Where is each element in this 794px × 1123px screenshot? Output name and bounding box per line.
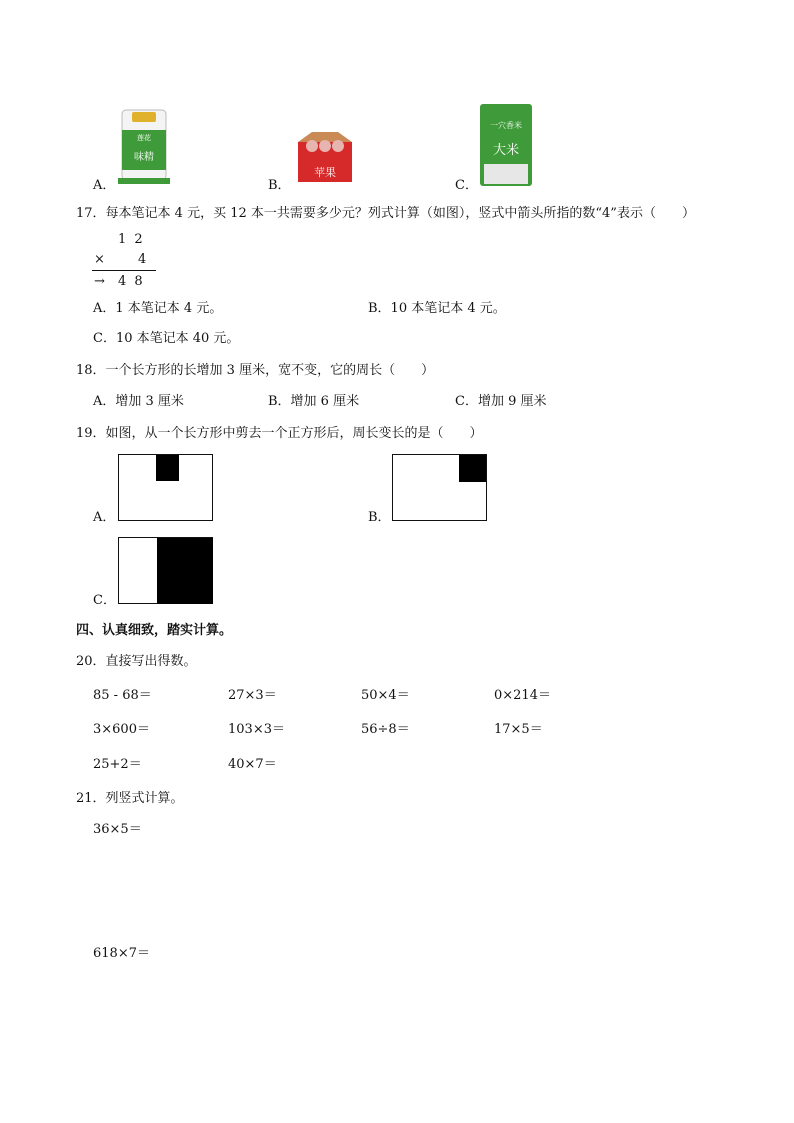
q17-option-a: A．1 本笔记本 4 元。 <box>93 301 223 316</box>
q20-item: 50×4＝ <box>361 688 410 703</box>
q17-vertical-result: 4 8 <box>118 274 145 289</box>
q20-item: 40×7＝ <box>228 757 277 772</box>
q21-item: 618×7＝ <box>93 946 150 961</box>
q17-vertical-multiplier: 4 <box>138 252 147 267</box>
q18-option-b: B．增加 6 厘米 <box>268 394 360 409</box>
q19-option-b-label: B． <box>368 510 391 525</box>
q20-stem: 20．直接写出得数。 <box>76 654 197 669</box>
q19-b-cut-square <box>459 455 486 482</box>
apple-box-text: 苹果 <box>314 166 336 179</box>
q16-option-a-label: A． <box>93 178 116 193</box>
q20-item: 85 - 68＝ <box>93 688 152 703</box>
q17-vertical-line <box>92 270 156 271</box>
q19-option-a-label: A． <box>93 510 116 525</box>
q19-c-rectangle <box>118 537 213 604</box>
q21-stem: 21．列竖式计算。 <box>76 791 184 806</box>
q18-option-c: C．增加 9 厘米 <box>455 394 547 409</box>
q17-option-c: C．10 本笔记本 40 元。 <box>93 331 240 346</box>
section4-title: 四、认真细致，踏实计算。 <box>76 623 233 638</box>
q17-vertical-top: 1 2 <box>118 232 145 247</box>
q20-item: 3×600＝ <box>93 722 150 737</box>
q20-item: 27×3＝ <box>228 688 277 703</box>
q17-vertical-arrow: → <box>94 274 105 289</box>
q19-a-rectangle <box>118 454 213 521</box>
msg-brand-text: 莲花 <box>137 134 151 142</box>
q19-option-c-label: C． <box>93 593 116 608</box>
q20-item: 25+2＝ <box>93 757 142 772</box>
q16-option-b-label: B． <box>268 178 291 193</box>
q19-b-rectangle <box>392 454 487 521</box>
rice-product-text: 大米 <box>492 143 520 158</box>
q20-item: 17×5＝ <box>494 722 543 737</box>
q21-item: 36×5＝ <box>93 822 142 837</box>
q17-option-b: B．10 本笔记本 4 元。 <box>368 301 506 316</box>
q17-vertical-op: × <box>94 252 105 267</box>
msg-product-text: 味精 <box>134 152 154 163</box>
rice-brand-text: 一穴香米 <box>490 121 522 130</box>
q16-option-c-label: C． <box>455 178 478 193</box>
q18-stem: 18．一个长方形的长增加 3 厘米，宽不变，它的周长（ ） <box>76 363 435 378</box>
msg-package-image <box>116 108 172 186</box>
q20-item: 56÷8＝ <box>361 722 410 737</box>
apple-box-image <box>292 130 358 186</box>
q20-item: 103×3＝ <box>228 722 285 737</box>
q19-c-cut-square <box>157 538 213 604</box>
rice-bag-image <box>478 102 534 188</box>
q17-stem: 17．每本笔记本 4 元，买 12 本一共需要多少元？列式计算（如图），竖式中箭头所指的数“4”表示（ ） <box>76 206 695 221</box>
q19-stem: 19．如图，从一个长方形中剪去一个正方形后，周长变长的是（ ） <box>76 426 483 441</box>
q20-item: 0×214＝ <box>494 688 551 703</box>
q19-a-cut-square <box>156 455 179 481</box>
q18-option-a: A．增加 3 厘米 <box>93 394 184 409</box>
